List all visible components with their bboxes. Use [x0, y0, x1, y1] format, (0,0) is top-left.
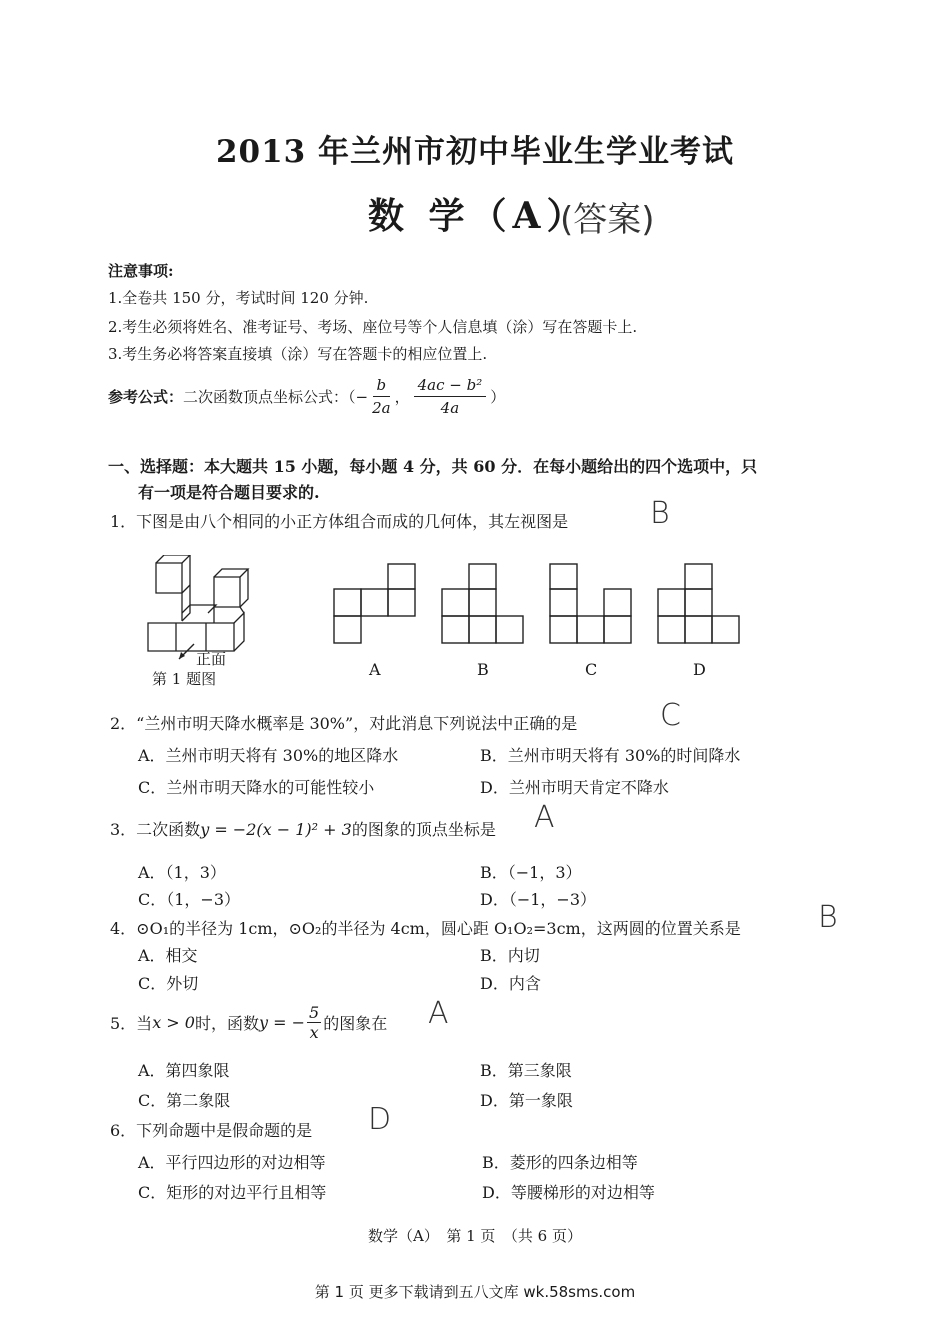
figure-front-label: 正面 [196, 650, 227, 668]
question-5-frac-den: x [309, 1023, 319, 1042]
formula-label: 参考公式： [108, 388, 184, 406]
formula-close: ） [490, 388, 506, 406]
formula-comma: ， [394, 388, 410, 406]
notice-item-2: 2.考生必须将姓名、准考证号、考场、座位号等个人信息填（涂）写在答题卡上. [108, 318, 638, 336]
question-6-option-c: C．矩形的对边平行且相等 [138, 1183, 327, 1202]
question-5-answer: A [428, 996, 449, 1031]
question-4-option-a: A．相交 [138, 946, 198, 965]
q1-option-a-label: A [369, 660, 381, 679]
notice-item-3: 3.考生务必将答案直接填（涂）写在答题卡的相应位置上. [108, 345, 488, 363]
question-4-option-b: B．内切 [480, 946, 540, 965]
question-3-equation: y = −2(x − 1)² + 3 [200, 820, 352, 839]
question-3-option-d: D．（−1，−3） [480, 890, 597, 909]
question-5-stem-a: 5．当 [110, 1014, 153, 1033]
question-3-answer: A [534, 800, 555, 835]
question-5-frac-num: 5 [309, 1003, 320, 1022]
formula-minus: − [355, 387, 369, 406]
question-2-option-d: D．兰州市明天肯定不降水 [480, 778, 669, 797]
question-1-answer: B [650, 496, 670, 531]
section-1-heading-line1: 一、选择题：本大题共 15 小题，每小题 4 分，共 60 分．在每小题给出的四个选项中，只 [108, 457, 758, 476]
question-6-option-a: A．平行四边形的对边相等 [138, 1153, 326, 1172]
notice-heading: 注意事项: [108, 262, 174, 280]
exam-title: 2013 年兰州市初中毕业生学业考试 [215, 134, 735, 170]
reference-formula [108, 376, 505, 417]
question-2-stem: 2．“兰州市明天降水概率是 30%”，对此消息下列说法中正确的是 [110, 714, 578, 733]
question-2-option-b: B．兰州市明天将有 30%的时间降水 [480, 746, 741, 765]
q1-option-c-label: C [585, 660, 598, 679]
figure-caption: 第 1 题图 [152, 670, 217, 688]
handwritten-answer-note: (答案) [560, 200, 655, 240]
q1-option-c-grid [548, 562, 634, 648]
download-footer-link[interactable]: 第 1 页 更多下载请到五八文库 wk.58sms.com [314, 1283, 636, 1301]
question-5-fraction [307, 1003, 321, 1042]
question-2-option-c: C．兰州市明天降水的可能性较小 [138, 778, 375, 797]
question-4-answer: B [818, 900, 838, 935]
formula-frac-2-den: 4a [440, 399, 460, 417]
question-2-option-a: A．兰州市明天将有 30%的地区降水 [138, 746, 399, 765]
question-4-option-d: D．内含 [480, 974, 541, 993]
question-5-option-d: D．第一象限 [480, 1091, 573, 1110]
formula-frac-2-num: 4ac − b² [414, 376, 487, 397]
question-5-function: y = − [258, 1013, 306, 1032]
question-6-stem: 6．下列命题中是假命题的是 [110, 1121, 313, 1140]
question-6-answer: D [368, 1102, 392, 1137]
q1-option-b-label: B [477, 660, 489, 679]
question-2-answer: C [660, 698, 681, 733]
question-4-stem: 4．⊙O₁的半径为 1cm，⊙O₂的半径为 4cm，圆心距 O₁O₂=3cm，这两圆的位置关系是 [110, 919, 741, 938]
formula-frac-1-num: b [373, 376, 391, 397]
question-3-stem [110, 817, 496, 840]
question-6-option-d: D．等腰梯形的对边相等 [482, 1183, 655, 1202]
front-arrow-icon [176, 642, 198, 662]
question-3-option-c: C．（1，−3） [138, 890, 241, 909]
cube-stack-figure [140, 555, 260, 660]
question-3-stem-a: 3．二次函数 [110, 820, 201, 839]
formula-text: 二次函数顶点坐标公式：（ [183, 388, 356, 406]
question-3-stem-b: 的图象的顶点坐标是 [351, 820, 496, 839]
question-5-stem-b: 时，函数 [194, 1014, 259, 1033]
page-footer: 数学（A） 第 1 页 （共 6 页） [368, 1227, 582, 1245]
question-4-option-c: C．外切 [138, 974, 199, 993]
formula-frac-1-den: 2a [372, 399, 391, 417]
question-5-stem [110, 1003, 387, 1042]
notice-item-1: 1.全卷共 150 分，考试时间 120 分钟. [108, 289, 369, 307]
question-5-condition: x > 0 [152, 1013, 195, 1032]
question-1-stem: 1．下图是由八个相同的小正方体组合而成的几何体，其左视图是 [110, 512, 569, 531]
question-5-option-c: C．第二象限 [138, 1091, 231, 1110]
question-5-option-b: B．第三象限 [480, 1061, 572, 1080]
section-1-heading-line2: 有一项是符合题目要求的. [138, 483, 320, 502]
q1-option-a-grid [332, 562, 418, 648]
q1-option-b-grid [440, 562, 526, 648]
question-5-option-a: A．第四象限 [138, 1061, 230, 1080]
question-3-option-b: B．（−1，3） [480, 863, 582, 882]
formula-frac-2 [414, 376, 487, 417]
question-6-option-b: B．菱形的四条边相等 [482, 1153, 638, 1172]
question-3-option-a: A．（1，3） [138, 863, 226, 882]
exam-subtitle: 数 学（A） [368, 195, 589, 237]
q1-option-d-label: D [693, 660, 706, 679]
formula-frac-1 [372, 376, 391, 417]
question-5-stem-c: 的图象在 [323, 1014, 388, 1033]
q1-option-d-grid [656, 562, 742, 648]
